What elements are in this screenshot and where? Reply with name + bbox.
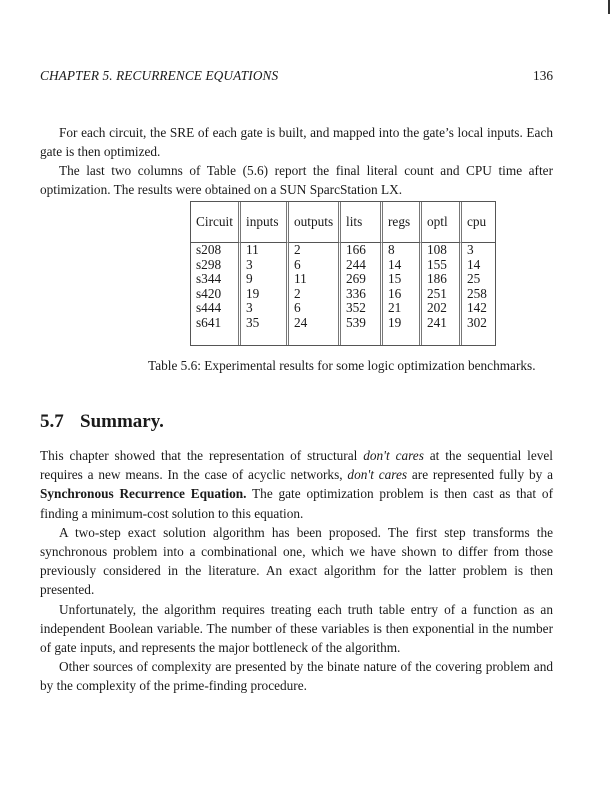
col-header: Circuit	[191, 202, 241, 243]
cell: 6	[289, 258, 341, 273]
col-header: inputs	[241, 202, 289, 243]
cell: 25	[467, 271, 481, 287]
cell: s298	[191, 258, 241, 273]
cell: s208	[191, 243, 241, 258]
cell: 21	[383, 301, 422, 316]
cell: 15	[383, 272, 422, 287]
table-row	[191, 272, 495, 287]
text-run: The gate optimization problem is then cast as that of finding a minimum-cost solution to this equation.	[40, 486, 553, 521]
running-header	[40, 68, 553, 84]
cell: 11	[289, 272, 341, 287]
table-caption: Table 5.6: Experimental results for some logic optimization benchmarks.	[148, 358, 536, 373]
cell: 251	[422, 287, 462, 302]
section-title: Summary.	[80, 411, 164, 432]
cell: 9	[241, 272, 289, 287]
col-header: lits	[341, 202, 383, 243]
cell: 186	[422, 272, 462, 287]
page-number: 136	[533, 68, 553, 83]
table-row	[191, 301, 495, 316]
text-run: at the sequential level requires a new means. In the case of acyclic networks,	[40, 448, 553, 483]
scan-edge-mark	[608, 0, 610, 14]
summary-paragraph-2: A two-step exact solution algorithm has been proposed. The first step transforms the synchronous problem into a combinational one, which we have shown to differ from those previously considered in the literature. An exact algorithm for the latter problem is then presented.	[40, 524, 553, 598]
table-row	[191, 243, 495, 258]
summary-text	[40, 446, 553, 696]
col-header: cpu	[462, 202, 495, 243]
cell: 108	[422, 243, 462, 258]
cell: 241	[422, 316, 462, 345]
cell: 2	[289, 243, 341, 258]
cell: 14	[467, 256, 481, 272]
cell: 19	[383, 316, 422, 345]
cell: s444	[191, 301, 241, 316]
cell: 302	[467, 314, 487, 330]
emphasis-text: don't cares	[347, 467, 408, 483]
cell: 11	[241, 243, 289, 258]
paragraph-circuits: For each circuit, the SRE of each gate is built, and mapped into the gate’s local inputs. Each gate is then optimized.	[40, 125, 553, 160]
cell: 155	[422, 258, 462, 273]
table-row	[191, 258, 495, 273]
cell: 352	[341, 301, 383, 316]
cell: 142	[467, 300, 487, 316]
results-table	[190, 201, 496, 346]
cell: 166	[341, 243, 383, 258]
cell: 269	[341, 272, 383, 287]
summary-paragraph-3: Unfortunately, the algorithm requires treating each truth table entry of a function as an independent Boolean variable. The number of these variables is then exponential in the number of gate inputs, and represents the major bottleneck of the algorithm.	[40, 601, 553, 656]
summary-paragraph-4: Other sources of complexity are presented by the binate nature of the covering problem and by the complexity of the prime-finding procedure.	[40, 659, 553, 694]
cell: 14	[383, 258, 422, 273]
cell: 3	[241, 301, 289, 316]
table-row	[191, 316, 495, 345]
cell: 6	[289, 301, 341, 316]
cell: 336	[341, 287, 383, 302]
table-header-row	[191, 202, 495, 243]
cell: 16	[383, 287, 422, 302]
cell: s344	[191, 272, 241, 287]
cell: 3	[241, 258, 289, 273]
bold-term: Synchronous Recurrence Equation.	[40, 486, 247, 502]
section-heading	[40, 411, 164, 433]
cell: 35	[241, 316, 289, 345]
cell: 539	[341, 316, 383, 345]
col-header: optl	[422, 202, 462, 243]
cell: 19	[241, 287, 289, 302]
text-run: are represented fully by a	[407, 467, 553, 483]
paragraph-results: The last two columns of Table (5.6) report the final literal count and CPU time after optimization. The results were obtained on a SUN SparcStation LX.	[40, 163, 553, 198]
section-number: 5.7	[40, 411, 64, 432]
cell: s420	[191, 287, 241, 302]
cell: s641	[191, 316, 241, 345]
col-header: outputs	[289, 202, 341, 243]
text-run: This chapter showed that the representation of structural	[40, 448, 364, 463]
cell: 202	[422, 301, 462, 316]
cell: 2	[289, 287, 341, 302]
summary-paragraph-1	[40, 446, 553, 523]
cell: 3	[467, 242, 474, 257]
cell: 244	[341, 258, 383, 273]
col-header: regs	[383, 202, 422, 243]
cell: 258	[467, 285, 487, 301]
cell: 24	[289, 316, 341, 345]
emphasis-text: don't cares	[363, 448, 424, 463]
chapter-title: CHAPTER 5. RECURRENCE EQUATIONS	[40, 68, 279, 83]
table-row	[191, 287, 495, 302]
cell: 8	[383, 243, 422, 258]
